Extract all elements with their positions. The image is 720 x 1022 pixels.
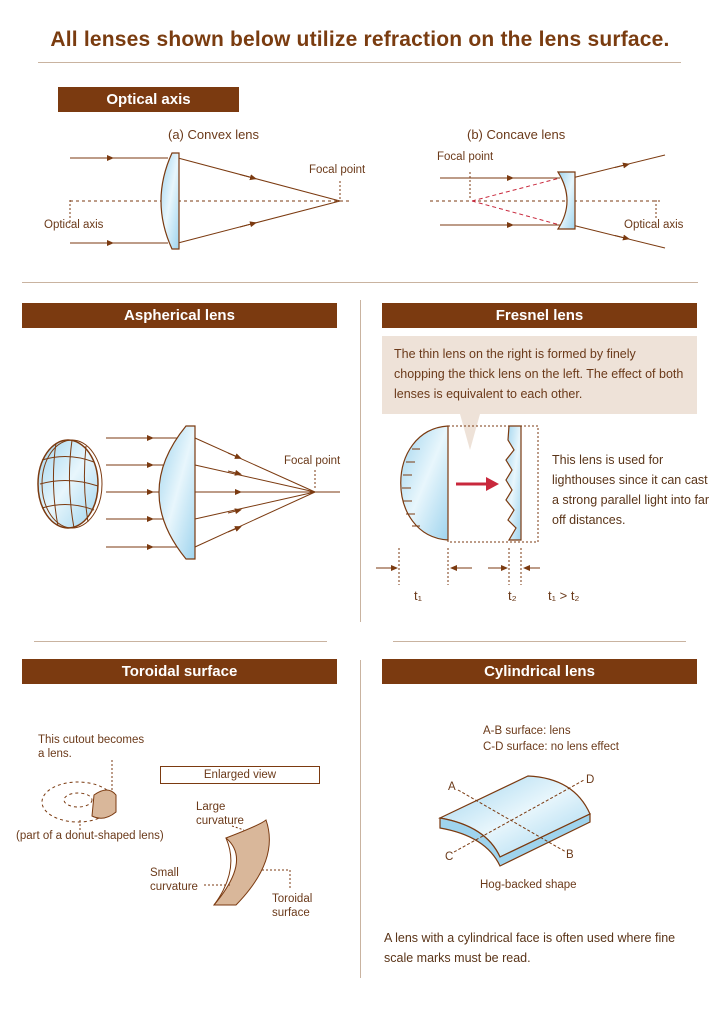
t-compare-label: t₁ > t₂	[548, 588, 580, 603]
focal-point-label-aspherical: Focal point	[284, 455, 341, 467]
concave-caption: (b) Concave lens	[467, 127, 566, 142]
t1-label: t₁	[414, 588, 422, 603]
point-b: B	[566, 849, 574, 861]
enlarged-view-label: Enlarged view	[160, 766, 320, 784]
t2-label: t₂	[508, 588, 517, 603]
ab-surface-label: A-B surface: lens	[483, 725, 571, 737]
point-a: A	[448, 781, 456, 793]
cutout-label: This cutout becomes a lens.	[38, 734, 145, 760]
hog-backed-label: Hog-backed shape	[480, 879, 577, 891]
section-header-aspherical: Aspherical lens	[22, 303, 337, 328]
cd-surface-label: C-D surface: no lens effect	[483, 741, 619, 753]
page-title: All lenses shown below utilize refraction on the lens surface.	[50, 28, 670, 51]
section-header-toroidal: Toroidal surface	[22, 659, 337, 684]
point-c: C	[445, 851, 454, 863]
focal-point-label-a: Focal point	[309, 164, 366, 176]
focal-point-label-b: Focal point	[437, 151, 494, 163]
fresnel-callout: The thin lens on the right is formed by finely chopping the thick lens on the left. The effect of both lenses is equivalent to each other.	[382, 336, 697, 414]
cylindrical-note: A lens with a cylindrical face is often used where fine scale marks must be read.	[384, 931, 676, 965]
section-header-fresnel: Fresnel lens	[382, 303, 697, 328]
section-header-optical-axis: Optical axis	[58, 87, 239, 112]
convex-caption: (a) Convex lens	[168, 127, 260, 142]
toroidal-surface-label: Toroidal surface	[272, 893, 313, 919]
point-d: D	[586, 774, 595, 786]
optical-axis-label-a: Optical axis	[44, 219, 104, 231]
large-curvature-label: Large curvature	[196, 801, 244, 827]
donut-label: (part of a donut-shaped lens)	[16, 830, 164, 842]
small-curvature-label: Small curvature	[150, 867, 198, 893]
fresnel-note: This lens is used for lighthouses since it can cast a strong parallel light into far off distances.	[552, 453, 710, 527]
optical-axis-label-b: Optical axis	[624, 219, 684, 231]
section-header-cylindrical: Cylindrical lens	[382, 659, 697, 684]
